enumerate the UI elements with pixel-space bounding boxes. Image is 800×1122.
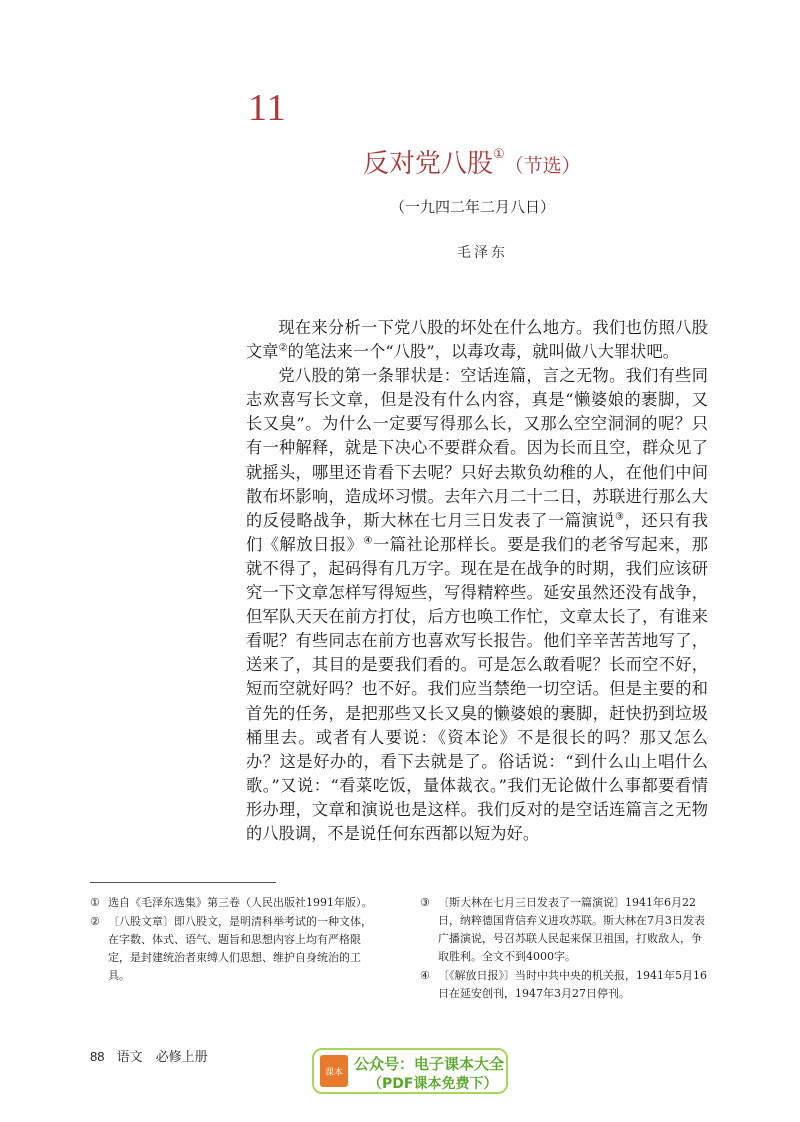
article-body: [246, 316, 708, 846]
footnote-marker-4[interactable]: ④: [363, 535, 373, 547]
article-title: 反对党八股: [363, 149, 494, 179]
paragraph-2-text-a: 党八股的第一条罪状是：空话连篇，言之无物。我们有些同志欢喜写长文章，但是没有什么内容，真是“懒婆娘的裹脚，又长又臭”。为什么一定要写得那么长，又那么空空洞洞的呢？只有一种解释，就是下决心不要群众看。因为长而且空，群众见了就摇头，哪里还肯看下去呢？只好去欺负幼稚的人，在他们中间散布坏影响，造成坏习惯。去年六月二十二日，苏联进行那么大的反侵略战争，斯大林在七月三日发表了一篇演说: [246, 366, 708, 530]
footnote-1: [90, 894, 380, 912]
paragraph-2-text-c: 一篇社论那样长。要是我们的老爷写起来，那就不得了，起码得有几万字。现在是在战争的时期，我们应该研究一下文章怎样写得短些，写得精粹些。延安虽然还没有战争，但军队天天在前方打仗，后方也唤工作忙，文章太长了，有谁来看呢？有些同志在前方也喜欢写长报告。他们辛辛苦苦地写了，送来了，其目的是要我们看的。可是怎么敢看呢？长而空不好，短而空就好吗？也不好。我们应当禁绝一切空话。但是主要的和首先的任务，是把那些又长又臭的懒婆娘的裹脚，赶快扔到垃圾桶里去。或者有人要说：《资本论》不是很长的吗？那又怎么办？这是好办的，看下去就是了。俗话说：“到什么山上唱什么歌。”又说：“看菜吃饭，量体裁衣。”我们无论做什么事都要看情形办理，文章和演说也是这样。我们反对的是空话连篇言之无物的八股调，不是说任何东西都以短为好。: [246, 534, 709, 843]
article-title-block: [363, 143, 581, 180]
paragraph-1-text-a: 现在来分析一下党八股的坏处在什么地方。我们也仿照八股文章: [246, 318, 708, 362]
footnote-3: [420, 894, 710, 966]
footnote-marker-3[interactable]: ③: [615, 511, 625, 523]
footnote-number: ②: [90, 915, 100, 928]
paragraph-2: [246, 364, 708, 846]
footnote-marker-2[interactable]: ②: [278, 342, 288, 354]
footnote-divider: [90, 882, 276, 883]
footnote-text: 〔八股文章〕即八股文，是明清科举考试的一种文体，在字数、体式、语气、题旨和思想内容上均有严格限定，是封建统治者束缚人们思想、维护自身统治的工具。: [108, 915, 372, 982]
footnote-text: 选自《毛泽东选集》第三卷（人民出版社1991年版）。: [108, 896, 373, 909]
footnote-2: [90, 913, 380, 985]
title-footnote-marker[interactable]: ①: [493, 147, 505, 163]
article-date: （一九四二年二月八日）: [390, 198, 556, 216]
footnote-number: ④: [420, 969, 430, 982]
paragraph-1: [246, 316, 708, 364]
footnote-number: ③: [420, 896, 430, 909]
watermark-line-2: （PDF课本免费下）: [368, 1076, 498, 1092]
article-author: 毛泽东: [457, 245, 508, 261]
book-icon: 课本: [320, 1055, 348, 1087]
watermark-badge: [312, 1048, 508, 1094]
page-footer: [90, 1046, 208, 1065]
paragraph-1-text-b: 的笔法来一个“八股”，以毒攻毒，就叫做八大罪状吧。: [287, 342, 680, 362]
article-subtitle: （节选）: [504, 155, 581, 177]
footnote-text: 〔《解放日报》〕当时中共中央的机关报，1941年5月16日在延安创刊，1947年3月27日停刊。: [438, 969, 707, 1000]
footnotes-left-column: [90, 894, 380, 986]
footnote-number: ①: [90, 896, 100, 909]
watermark-line-1: 公众号：电子课本大全: [354, 1055, 505, 1073]
paragraph-2-text-b: ，还只有我们《解放日报》: [246, 510, 708, 554]
lesson-number: 11: [248, 87, 287, 129]
footnote-4: [420, 967, 710, 1003]
footnote-text: 〔斯大林在七月三日发表了一篇演说〕1941年6月22日，纳粹德国背信弃义进攻苏联。斯大林在7月3日发表广播演说，号召苏联人民起来保卫祖国，打败敌人，争取胜利。全文不到4000字。: [438, 896, 705, 963]
footnotes-right-column: [420, 894, 710, 1004]
page-number: 88: [90, 1049, 105, 1064]
book-name: 语文 必修上册: [116, 1050, 208, 1065]
